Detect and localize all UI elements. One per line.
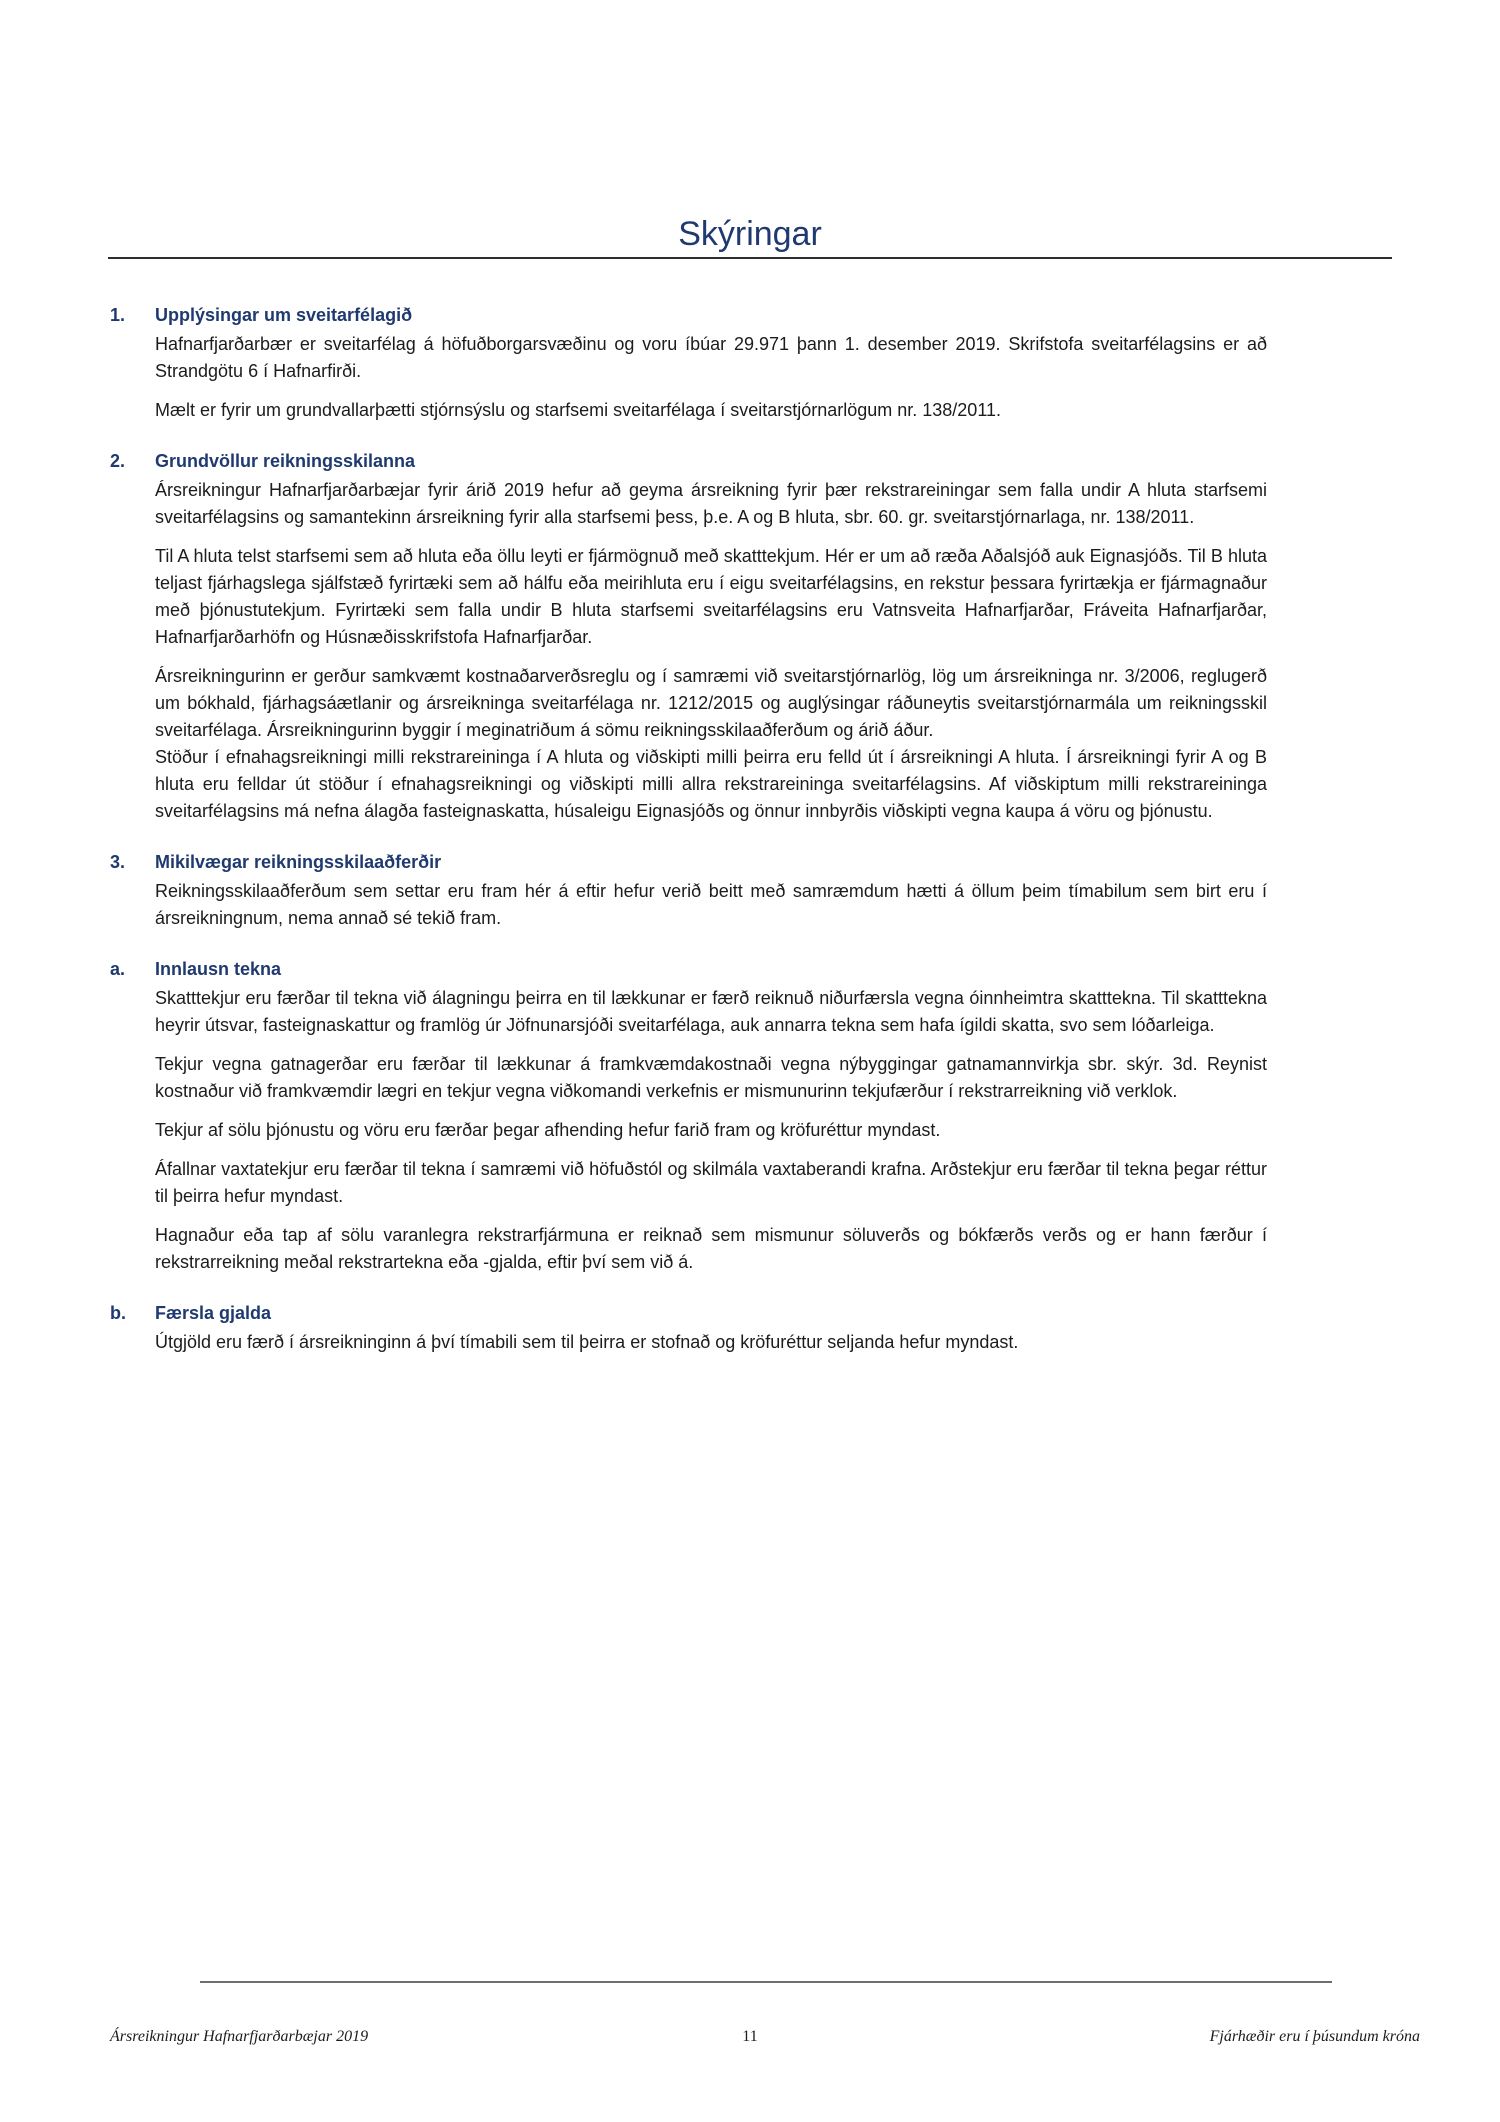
footer-page-number: 11 (742, 2028, 758, 2045)
paragraph: Stöður í efnahagsreikningi milli rekstrareininga í A hluta og viðskipti milli þeirra eru felld út í ársreikningi A hluta. Í ársreikningi fyrir A og B hluta eru felldar út stöður í efnahagsreikningi og viðskipti milli allra rekstrareininga sveitarfélagsins. Af viðskiptum milli rekstrareininga sveitarfélagsins má nefna álagða fasteignaskatta, húsaleigu Eignasjóðs og önnur innbyrðis viðskipti vegna kaupa á vöru og þjónustu. (155, 747, 1267, 821)
footer-currency-note: Fjárhæðir eru í þúsundum króna (1209, 2028, 1420, 2045)
paragraph: Hagnaður eða tap af sölu varanlegra rekstrarfjármuna er reiknað sem mismunur söluverðs og bókfærðs verðs og er hann færður í rekstrarreikning meðal rekstrartekna eða -gjalda, eftir því sem við á. (155, 1225, 1267, 1272)
paragraph: Til A hluta telst starfsemi sem að hluta eða öllu leyti er fjármögnuð með skatttekjum. Hér er um að ræða Aðalsjóð auk Eignasjóðs. Til B hluta teljast fjárhagslega sjálfstæð fyrirtæki sem að hálfu eða meirihluta eru í eigu sveitarfélagsins, en rekstur þessara fyrirtækja er fjármagnaður með þjónustutekjum. Fyrirtæki sem falla undir B hluta starfsemi sveitarfélagsins eru Vatnsveita Hafnarfjarðar, Fráveita Hafnarfjarðar, Hafnarfjarðarhöfn og Húsnæðisskrifstofa Hafnarfjarðar. (155, 546, 1267, 647)
section-content (155, 956, 1267, 1276)
paragraph: Hafnarfjarðarbær er sveitarfélag á höfuðborgarsvæðinu og voru íbúar 29.971 þann 1. desember 2019. Skrifstofa sveitarfélagsins er að Strandgötu 6 í Hafnarfirði. (155, 334, 1267, 381)
paragraph: Áfallnar vaxtatekjur eru færðar til tekna í samræmi við höfuðstól og skilmála vaxtaberandi krafna. Arðstekjur eru færðar til tekna þegar réttur til þeirra hefur myndast. (155, 1159, 1267, 1206)
document-body (110, 302, 1267, 1356)
section-number: a. (110, 959, 126, 979)
section-number: 3. (110, 852, 126, 872)
section-faersla-gjalda (110, 1300, 1267, 1356)
paragraph: Útgjöld eru færð í ársreikninginn á því tímabili sem til þeirra er stofnað og kröfuréttur seljanda hefur myndast. (155, 1332, 1019, 1352)
section-content (155, 448, 1267, 825)
paragraph: Ársreikningur Hafnarfjarðarbæjar fyrir árið 2019 hefur að geyma ársreikning fyrir þær rekstrareiningar sem falla undir A hluta starfsemi sveitarfélagsins og samantekinn ársreikning fyrir alla starfsemi þess, þ.e. A og B hluta, sbr. 60. gr. sveitarstjórnarlaga, nr. 138/2011. (155, 480, 1267, 527)
section-heading: Upplýsingar um sveitarfélagið (155, 305, 413, 325)
section-number: b. (110, 1303, 126, 1323)
section-mikilvaegar-reikningsskilaadferdir (110, 849, 1267, 932)
section-number: 1. (110, 305, 126, 325)
paragraph: Ársreikningurinn er gerður samkvæmt kostnaðarverðsreglu og í samræmi við sveitarstjórnarlög, lög um ársreikninga nr. 3/2006, reglugerð um bókhald, fjárhagsáætlanir og ársreikninga sveitarfélaga nr. 1212/2015 og auglýsingar ráðuneytis sveitarstjórnarmála um reikningsskil sveitarfélaga. Ársreikningurinn byggir í meginatriðum á sömu reikningsskilaaðferðum og árið áður. (155, 666, 1267, 740)
page-title: Skýringar (678, 215, 822, 253)
section-content (155, 302, 1267, 424)
paragraph: Mælt er fyrir um grundvallarþætti stjórnsýslu og starfsemi sveitarfélaga í sveitarstjórnarlögum nr. 138/2011. (155, 400, 1002, 420)
footer-rule (200, 1981, 1332, 1983)
section-upplysingar-um-sveitarfelagid (110, 302, 1267, 424)
paragraph: Skatttekjur eru færðar til tekna við álagningu þeirra en til lækkunar er færð reiknuð niðurfærsla vegna óinnheimtra skatttekna. Til skatttekna heyrir útsvar, fasteignaskattur og framlög úr Jöfnunarsjóði sveitarfélaga, auk annarra tekna sem hafa ígildi skatta, svo sem lóðarleiga. (155, 988, 1267, 1035)
section-number: 2. (110, 451, 126, 471)
section-heading: Færsla gjalda (155, 1303, 272, 1323)
section-heading: Mikilvægar reikningsskilaaðferðir (155, 852, 442, 872)
section-content (155, 1300, 1267, 1356)
section-content (155, 849, 1267, 932)
section-grundvollur-reikningsskilanna (110, 448, 1267, 825)
section-innlausn-tekna (110, 956, 1267, 1276)
paragraph: Tekjur af sölu þjónustu og vöru eru færðar þegar afhending hefur farið fram og kröfuréttur myndast. (155, 1120, 941, 1140)
section-heading: Innlausn tekna (155, 959, 282, 979)
footer-report-title: Ársreikningur Hafnarfjarðarbæjar 2019 (110, 2028, 369, 2045)
section-heading: Grundvöllur reikningsskilanna (155, 451, 416, 471)
paragraph: Tekjur vegna gatnagerðar eru færðar til lækkunar á framkvæmdakostnaði vegna nýbyggingar gatnamannvirkja sbr. skýr. 3d. Reynist kostnaður við framkvæmdir lægri en tekjur vegna viðkomandi verkefnis er mismunurinn tekjufærður í rekstrarreikning við verklok. (155, 1054, 1267, 1101)
document-header (108, 0, 1392, 259)
paragraph: Reikningsskilaaðferðum sem settar eru fram hér á eftir hefur verið beitt með samræmdum hætti á öllum þeim tímabilum sem birt eru í ársreikningnum, nema annað sé tekið fram. (155, 881, 1267, 928)
